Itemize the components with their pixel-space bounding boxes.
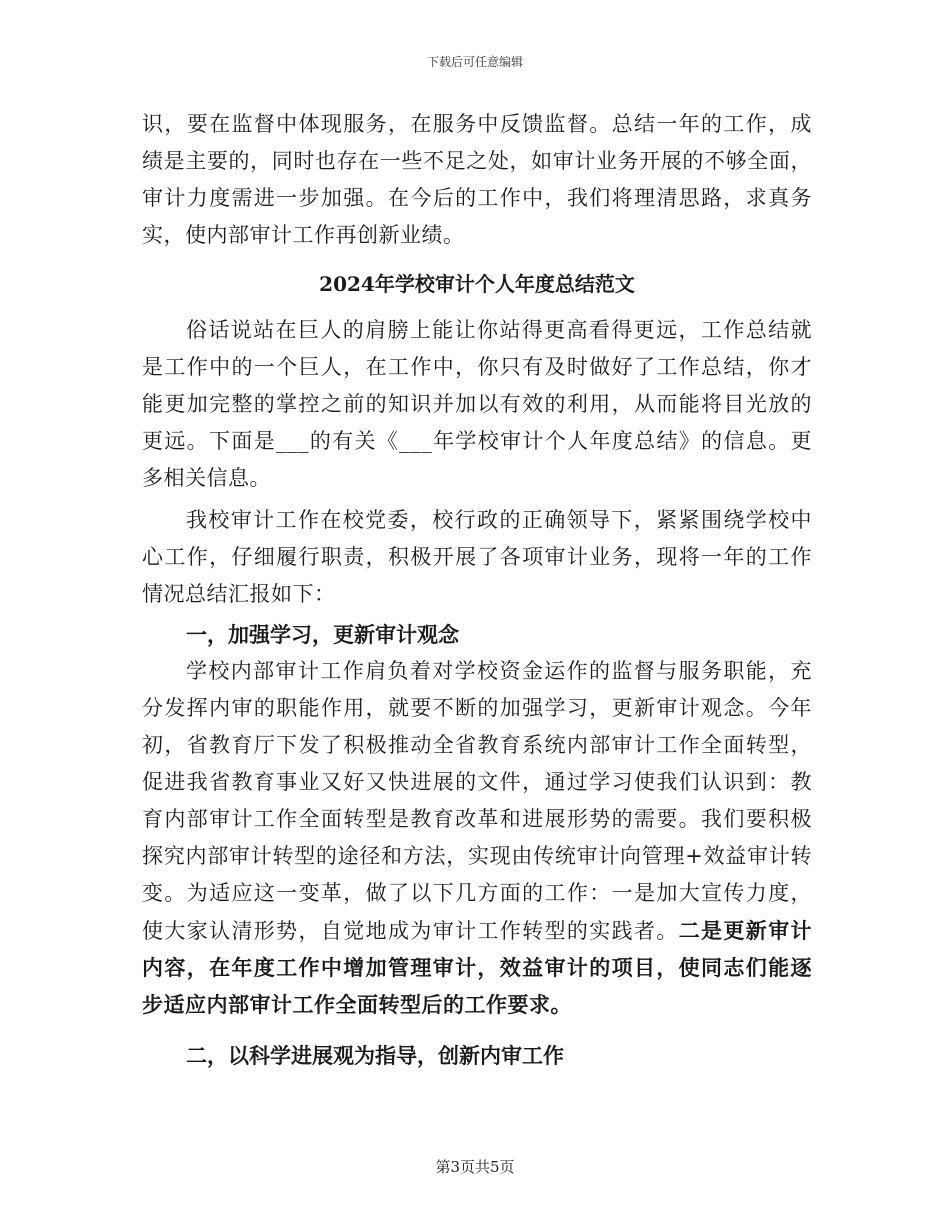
paragraph-line-bold: 步适应内部审计工作全面转型后的工作要求。 — [142, 992, 572, 1017]
paragraph-line: 识，要在监督中体现服务，在服务中反馈监督。总结一年的工作，成 — [142, 112, 812, 136]
paragraph-line: 审计力度需进一步加强。在今后的工作中，我们将理清思路，求真务 — [142, 186, 812, 210]
paragraph-line: 是工作中的一个巨人，在工作中，你只有及时做好了工作总结，你才 — [142, 355, 812, 379]
paragraph-line: 初，省教育厅下发了积极推动全省教育系统内部审计工作全面转型， — [142, 733, 812, 757]
paragraph-line-mixed — [142, 912, 812, 949]
paragraph-line: 更远。下面是___的有关《___年学校审计个人年度总结》的信息。更 — [142, 429, 812, 453]
paragraph-line: 分发挥内审的职能作用，就要不断的加强学习，更新审计观念。今年 — [142, 696, 812, 720]
page-footer: 第3页共5页 — [435, 1158, 515, 1176]
paragraph-line: 探究内部审计转型的途径和方法，实现由传统审计向管理+效益审计转 — [142, 844, 812, 868]
paragraph-line: 我校审计工作在校党委，校行政的正确领导下，紧紧围绕学校中 — [186, 508, 812, 532]
normal-text: 使大家认清形势，自觉地成为审计工作转型的实践者。 — [142, 919, 679, 943]
paragraph-audit-overview — [142, 502, 812, 613]
paragraph-line: 学校内部审计工作肩负着对学校资金运作的监督与服务职能，充 — [186, 659, 812, 683]
page-header: 下载后可任意编辑 — [426, 55, 523, 69]
paragraph-line: 能更加完整的掌控之前的知识并加以有效的利用，从而能将目光放的 — [142, 392, 812, 416]
section-heading-1: 一，加强学习，更新审计观念 — [186, 622, 459, 647]
paragraph-line: 心工作，仔细履行职责，积极开展了各项审计业务，现将一年的工作 — [142, 545, 812, 569]
document-body — [142, 106, 812, 1074]
paragraph-line: 绩是主要的，同时也存在一些不足之处，如审计业务开展的不够全面， — [142, 149, 812, 173]
paragraph-line: 多相关信息。 — [142, 466, 271, 490]
paragraph-line: 变。为适应这一变革，做了以下几方面的工作：一是加大宣传力度， — [142, 881, 812, 905]
paragraph-line: 育内部审计工作全面转型是教育改革和进展形势的需要。我们要积极 — [142, 807, 812, 831]
bold-text: 二是更新审计 — [678, 918, 812, 943]
paragraph-line: 情况总结汇报如下： — [142, 582, 336, 606]
intro-paragraph — [142, 106, 812, 254]
section-heading-2: 二，以科学进展观为指导，创新内审工作 — [186, 1043, 564, 1068]
paragraph-learning — [142, 653, 812, 1023]
paragraph-line: 俗话说站在巨人的肩膀上能让你站得更高看得更远，工作总结就 — [186, 318, 812, 342]
paragraph-line-bold: 内容，在年度工作中增加管理审计，效益审计的项目，使同志们能逐 — [142, 955, 812, 980]
paragraph-intro-saying — [142, 312, 812, 497]
paragraph-line: 实，使内部审计工作再创新业绩。 — [142, 223, 465, 247]
document-title: 2024年学校审计个人年度总结范文 — [319, 272, 635, 296]
paragraph-line: 促进我省教育事业又好又快进展的文件，通过学习使我们认识到：教 — [142, 770, 812, 794]
